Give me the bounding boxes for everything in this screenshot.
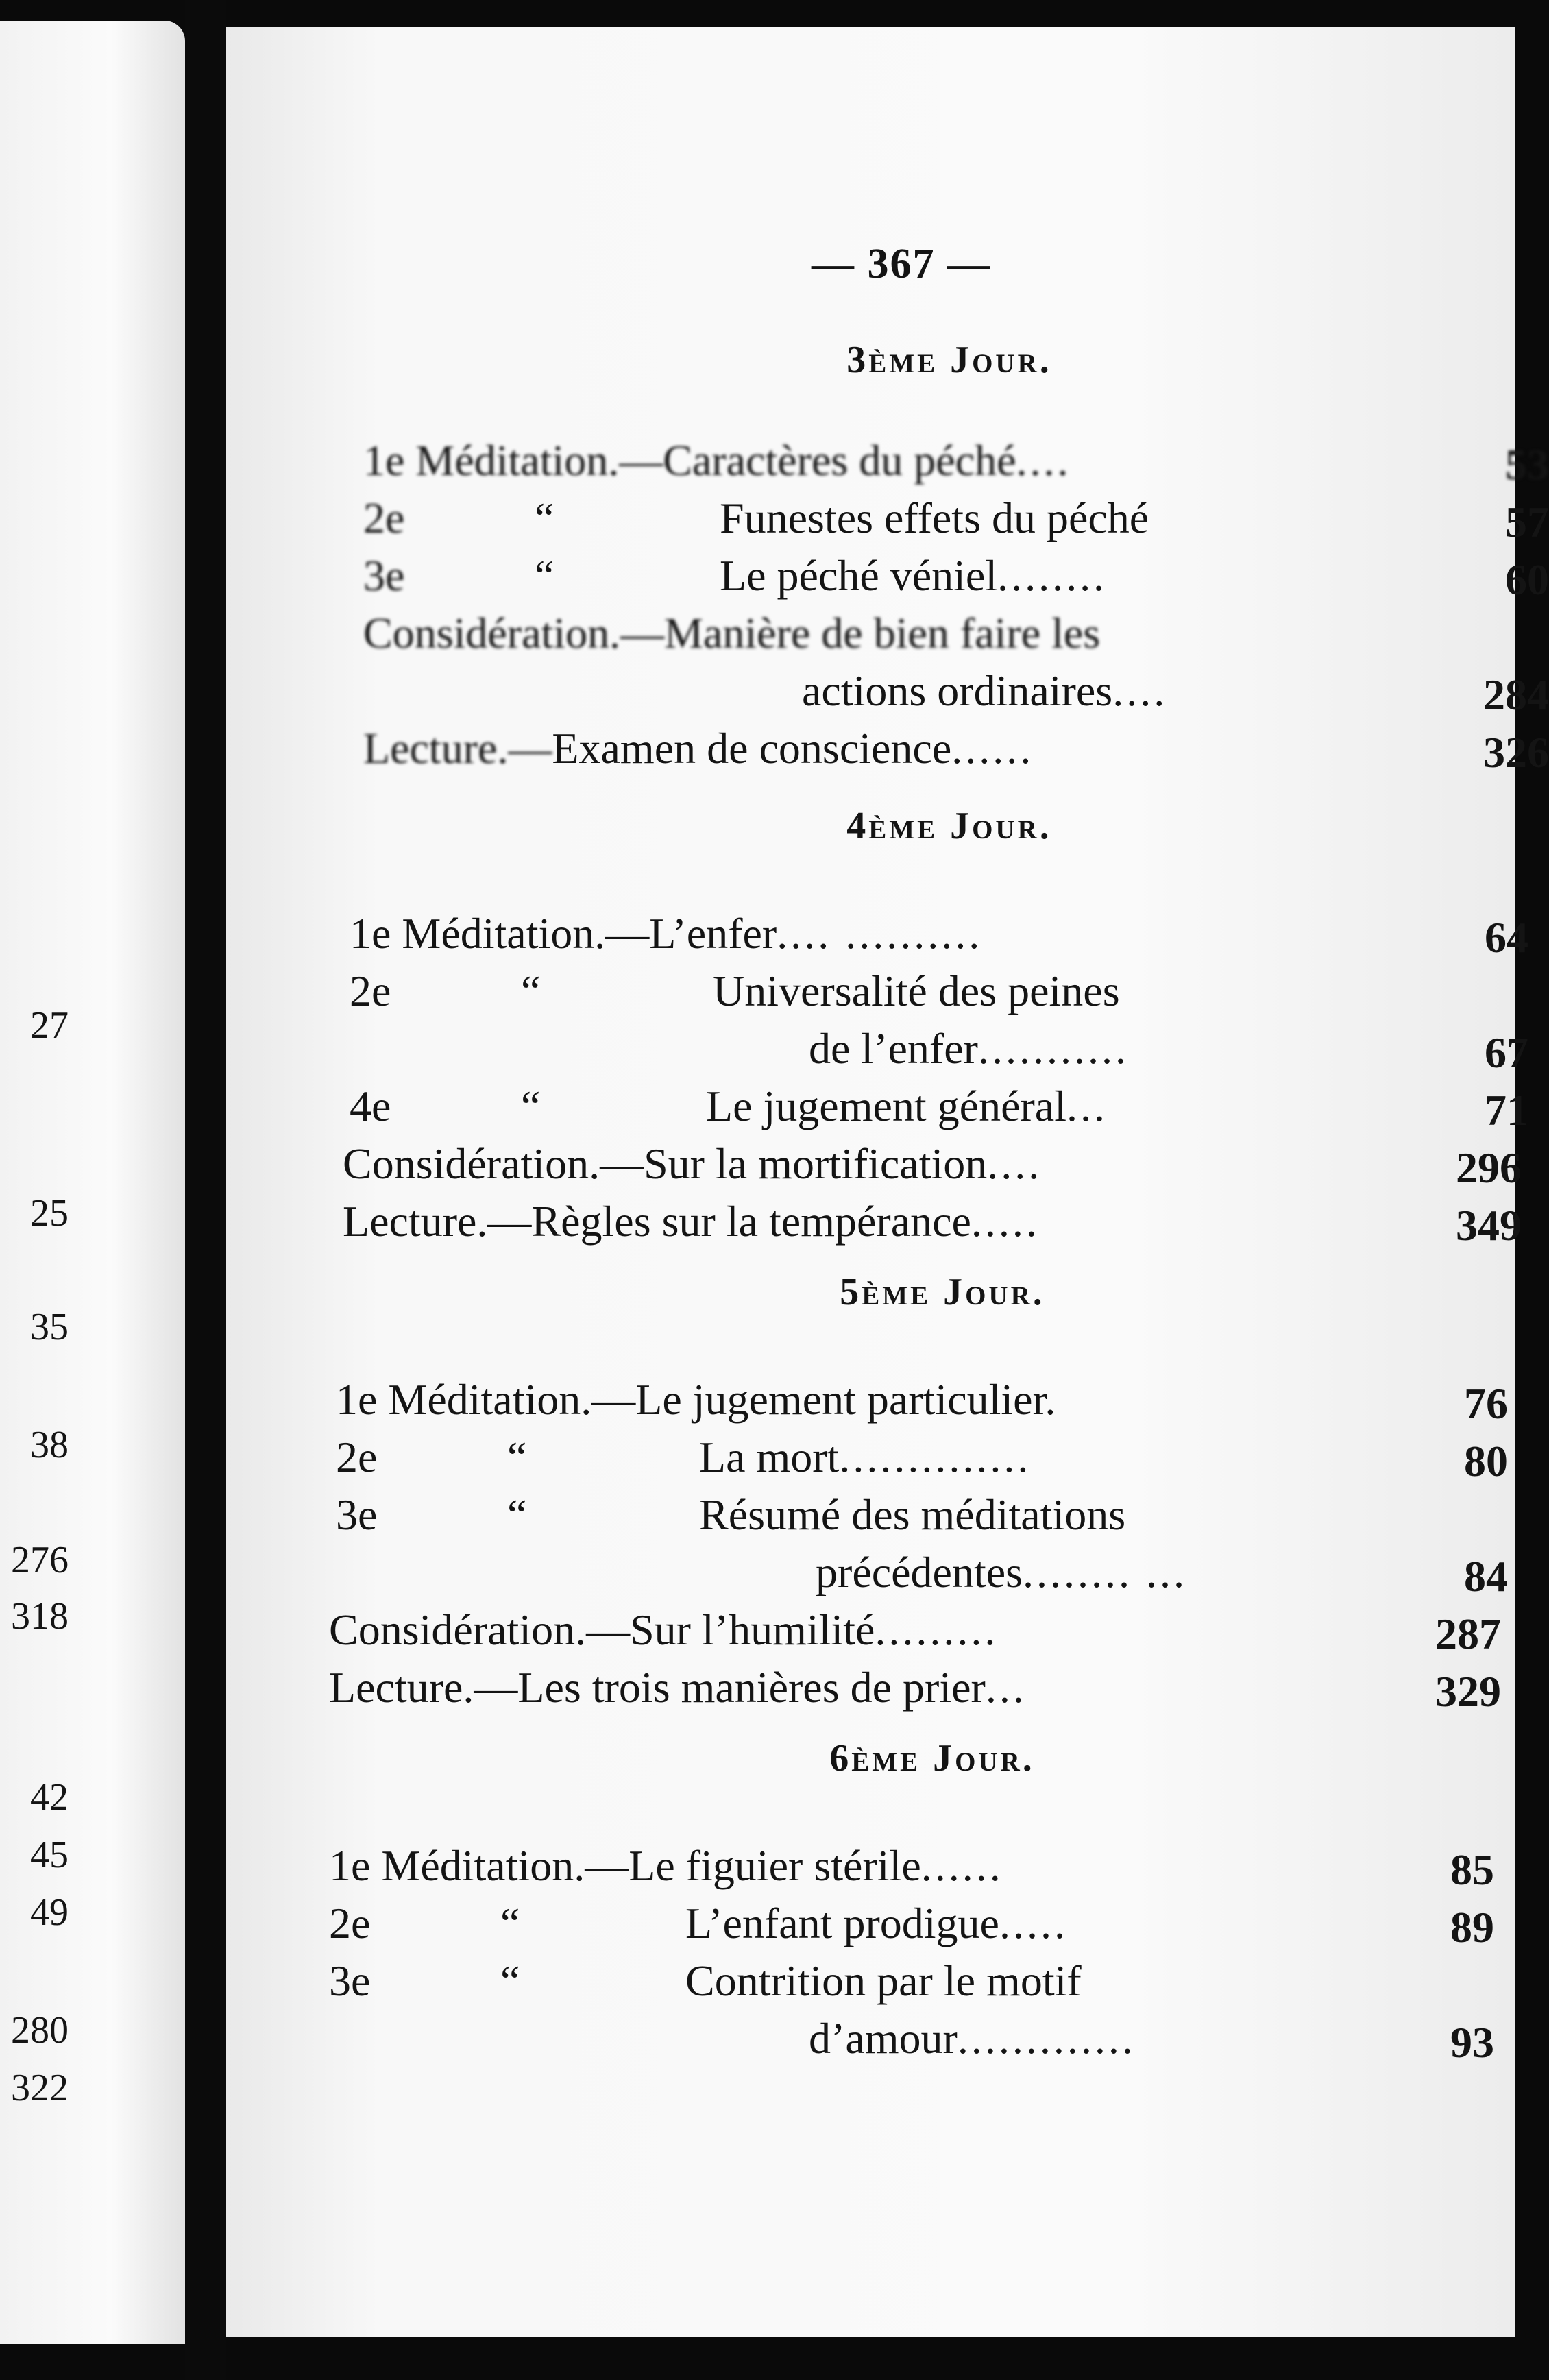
entry-title: Résumé des méditations [699, 1490, 1126, 1539]
entry-title: Le jugement général... [706, 1082, 1108, 1130]
entry-title: actions ordinaires.... [802, 666, 1168, 715]
day-section-6 [226, 1727, 1515, 1789]
left-margin-number: 49 [30, 1891, 69, 1934]
left-margin-number: 280 [11, 2009, 69, 2052]
entry-title: Le péché véniel........ [720, 551, 1108, 600]
day-heading: 3ème Jour. [846, 339, 1052, 381]
page-number: — 367 — [812, 241, 991, 287]
entry-label: Lecture.—Les trois manières de prier... [329, 1663, 1027, 1712]
ditto-mark: “ [535, 494, 554, 542]
left-margin-number: 27 [30, 1004, 69, 1047]
entry-page-number: 76 [1464, 1379, 1508, 1428]
entry-page-number: 84 [1464, 1552, 1508, 1601]
entry-title: Funestes effets du péché [720, 494, 1149, 542]
entry-label: 2e [329, 1899, 371, 1947]
entry-page-number: 349 [1456, 1201, 1522, 1250]
day-heading: 5ème Jour. [840, 1271, 1045, 1313]
entry-page-number: 296 [1456, 1143, 1522, 1192]
entry-page-number: 60 [1505, 555, 1549, 604]
entry-label: 1e Méditation.—Le figuier stérile...... [329, 1841, 1003, 1890]
entry-page-number: 53 [1505, 440, 1549, 489]
entry-page-number: 64 [1485, 913, 1528, 962]
entry-title: La mort.............. [699, 1433, 1032, 1481]
entry-label: Lecture.—Règles sur la tempérance..... [343, 1197, 1040, 1246]
entry-page-number: 329 [1435, 1667, 1501, 1716]
left-margin-number: 276 [11, 1539, 69, 1581]
entry-label: 3e [363, 551, 405, 600]
day-section-5 [226, 1261, 1515, 1323]
left-margin-number: 318 [11, 1595, 69, 1638]
day-heading: 6ème Jour. [829, 1737, 1035, 1780]
day-section-3 [226, 329, 1515, 391]
entry-title: d’amour............. [809, 2014, 1136, 2063]
ditto-mark: “ [500, 1956, 520, 2005]
ditto-mark: “ [521, 967, 541, 1015]
entry-page-number: 287 [1435, 1610, 1501, 1658]
entry-label: Considération.—Sur l’humilité......... [329, 1605, 999, 1654]
entry-label: 2e [350, 967, 391, 1015]
ditto-mark: “ [507, 1433, 527, 1481]
entry-page-number: 80 [1464, 1437, 1508, 1485]
entry-page-number: 284 [1483, 670, 1549, 719]
main-page [226, 27, 1549, 2338]
entry-label: 2e [336, 1433, 378, 1481]
ditto-mark: “ [500, 1899, 520, 1947]
entry-label: 3e [336, 1490, 378, 1539]
left-margin-number: 45 [30, 1834, 69, 1876]
entry-label: 1e Méditation.—Caractères du péché.... [363, 436, 1071, 485]
ditto-mark: “ [535, 551, 554, 600]
day-section-4 [226, 795, 1515, 857]
entry-page-number: 326 [1483, 728, 1549, 777]
entry-label: Considération.—Manière de bien faire les [363, 609, 1101, 657]
entry-label: 2e [363, 494, 405, 542]
left-margin-number: 38 [30, 1424, 69, 1466]
entry-page-number: 93 [1450, 2018, 1494, 2067]
entry-title: L’enfant prodigue..... [685, 1899, 1068, 1947]
entry-page-number: 67 [1485, 1028, 1528, 1077]
left-margin-number: 35 [30, 1306, 69, 1348]
entry-label: 1e Méditation.—L’enfer.... .......... [350, 909, 983, 958]
entry-page-number: 85 [1450, 1845, 1494, 1894]
left-margin-number: 25 [30, 1192, 69, 1235]
ditto-mark: “ [507, 1490, 527, 1539]
facing-page [0, 21, 185, 2344]
entry-page-number: 89 [1450, 1903, 1494, 1952]
left-margin-number: 42 [30, 1776, 69, 1819]
book-gutter [185, 0, 226, 2380]
entry-label: Lecture.—Examen de conscience...... [363, 724, 1034, 773]
entry-label: 4e [350, 1082, 391, 1130]
entry-title: de l’enfer........... [809, 1024, 1129, 1073]
entry-title: Contrition par le motif [685, 1956, 1082, 2005]
left-margin-number: 322 [11, 2067, 69, 2109]
entry-page-number: 57 [1505, 498, 1549, 546]
entry-title: Universalité des peines [713, 967, 1120, 1015]
day-heading: 4ème Jour. [846, 805, 1052, 847]
entry-label: 1e Méditation.—Le jugement particulier. [336, 1375, 1056, 1424]
entry-label: Considération.—Sur la mortification.... [343, 1139, 1042, 1188]
entry-page-number: 71 [1485, 1086, 1528, 1134]
ditto-mark: “ [521, 1082, 541, 1130]
entry-label: 3e [329, 1956, 371, 2005]
entry-title: précédentes........ ... [816, 1548, 1188, 1596]
